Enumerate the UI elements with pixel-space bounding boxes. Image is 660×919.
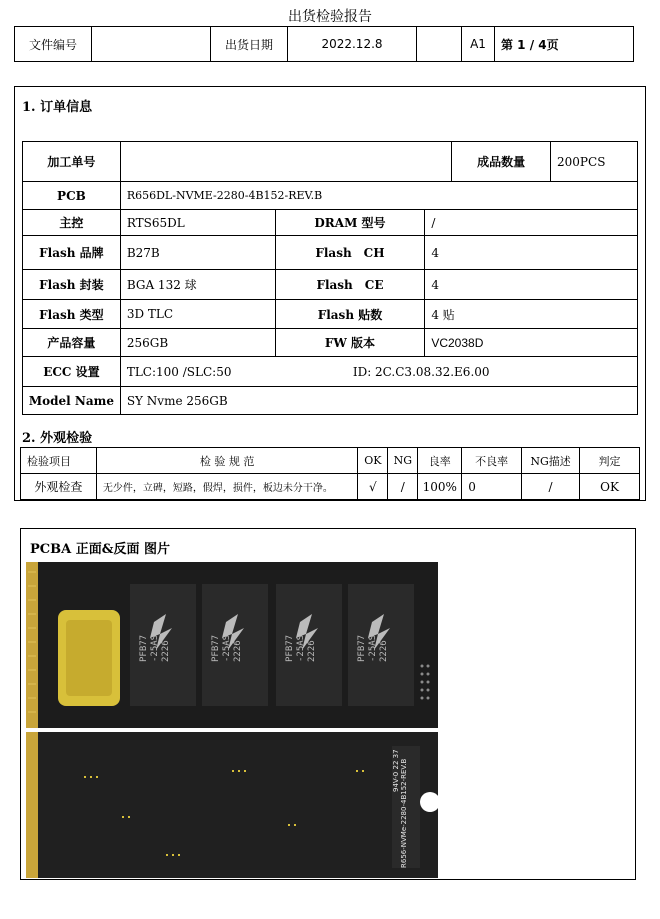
flash-type-label: Flash 类型	[23, 300, 121, 329]
row-yield: 100%	[418, 474, 462, 500]
header-blank-cell	[417, 27, 462, 62]
col-header-item: 检验项目	[21, 448, 97, 474]
flash-brand-label: Flash 品牌	[23, 236, 121, 270]
col-header-ok: OK	[358, 448, 388, 474]
col-header-ng: NG	[388, 448, 418, 474]
row-verdict: OK	[580, 474, 640, 500]
gold-fingers-back	[26, 732, 38, 878]
capacity-value: 256GB	[120, 329, 275, 357]
ecc-value: TLC:100 /SLC:50	[126, 364, 232, 379]
job-no-value	[120, 142, 451, 182]
board-silkscreen-label: R656-NVMe-2280-4B152-REV.B	[400, 758, 408, 868]
flash-type-value: 3D TLC	[120, 300, 275, 329]
flash-pkg-value: BGA 132 球	[120, 270, 275, 300]
flash-chip-label-2: PFB77-25AS2226	[211, 634, 243, 662]
model-label: Model Name	[23, 387, 121, 415]
flash-pkg-label: Flash 封装	[23, 270, 121, 300]
row-ng-desc: /	[522, 474, 580, 500]
qty-value: 200PCS	[551, 142, 638, 182]
col-header-verdict: 判定	[580, 448, 640, 474]
controller-label: 主控	[23, 210, 121, 236]
col-header-yield: 良率	[418, 448, 462, 474]
ecc-cell	[120, 357, 637, 387]
order-section-title: 1. 订单信息	[22, 100, 93, 115]
appearance-section-title: 2. 外观检验	[22, 431, 93, 446]
col-header-spec: 检 验 规 范	[96, 448, 357, 474]
flash-ch-label: Flash CH	[275, 236, 425, 270]
capacity-label: 产品容量	[23, 329, 121, 357]
flash-count-value: 4 贴	[425, 300, 638, 329]
board-silkscreen-rating: 94V-0 22 37	[392, 749, 400, 792]
ship-date-label: 出货日期	[211, 27, 288, 62]
order-info-table	[22, 141, 638, 415]
job-no-label: 加工单号	[23, 142, 121, 182]
flash-ce-label: Flash CE	[275, 270, 425, 300]
page-number: 第 1 / 4页	[495, 27, 634, 62]
photo-section-title: PCBA 正面&反面 图片	[30, 542, 170, 557]
flash-chip-label-4: PFB77-25AS2226	[357, 634, 389, 662]
doc-no-label: 文件编号	[15, 27, 92, 62]
flash-brand-value: B27B	[120, 236, 275, 270]
row-defect-rate: 0	[462, 474, 522, 500]
flash-chip-label-1: PFB77-25AS2226	[139, 634, 171, 662]
ship-date-value: 2022.12.8	[288, 27, 417, 62]
id-value: ID: 2C.C3.08.32.E6.00	[352, 364, 490, 379]
table-row	[21, 474, 640, 500]
pcba-back-view	[26, 732, 438, 878]
flash-chip-label-3: PFB77-25AS2226	[285, 634, 317, 662]
flash-ch-value: 4	[425, 236, 638, 270]
dram-value: /	[425, 210, 638, 236]
dram-label: DRAM 型号	[275, 210, 425, 236]
row-ng: /	[388, 474, 418, 500]
pcba-photo	[26, 562, 438, 878]
model-value: SY Nvme 256GB	[120, 387, 637, 415]
ecc-label: ECC 设置	[23, 357, 121, 387]
fw-label: FW 版本	[275, 329, 425, 357]
row-ok: √	[358, 474, 388, 500]
row-spec: 无少件，立碑，短路，假焊，损件，板边未分干净。	[96, 474, 357, 500]
document-title: 出货检验报告	[288, 9, 372, 25]
col-header-defect-rate: 不良率	[462, 448, 522, 474]
row-item: 外观检查	[21, 474, 97, 500]
controller-value: RTS65DL	[120, 210, 275, 236]
qty-label: 成品数量	[452, 142, 551, 182]
appearance-table	[20, 447, 640, 500]
gold-fingers-front	[26, 562, 38, 728]
col-header-ng-desc: NG描述	[522, 448, 580, 474]
flash-count-label: Flash 贴数	[275, 300, 425, 329]
doc-no-value	[92, 27, 211, 62]
version-cell: A1	[462, 27, 495, 62]
pcb-value: R656DL-NVME-2280-4B152-REV.B	[120, 182, 637, 210]
fw-value: VC2038D	[425, 329, 638, 357]
pcb-label: PCB	[23, 182, 121, 210]
header-table	[14, 26, 634, 62]
flash-ce-value: 4	[425, 270, 638, 300]
